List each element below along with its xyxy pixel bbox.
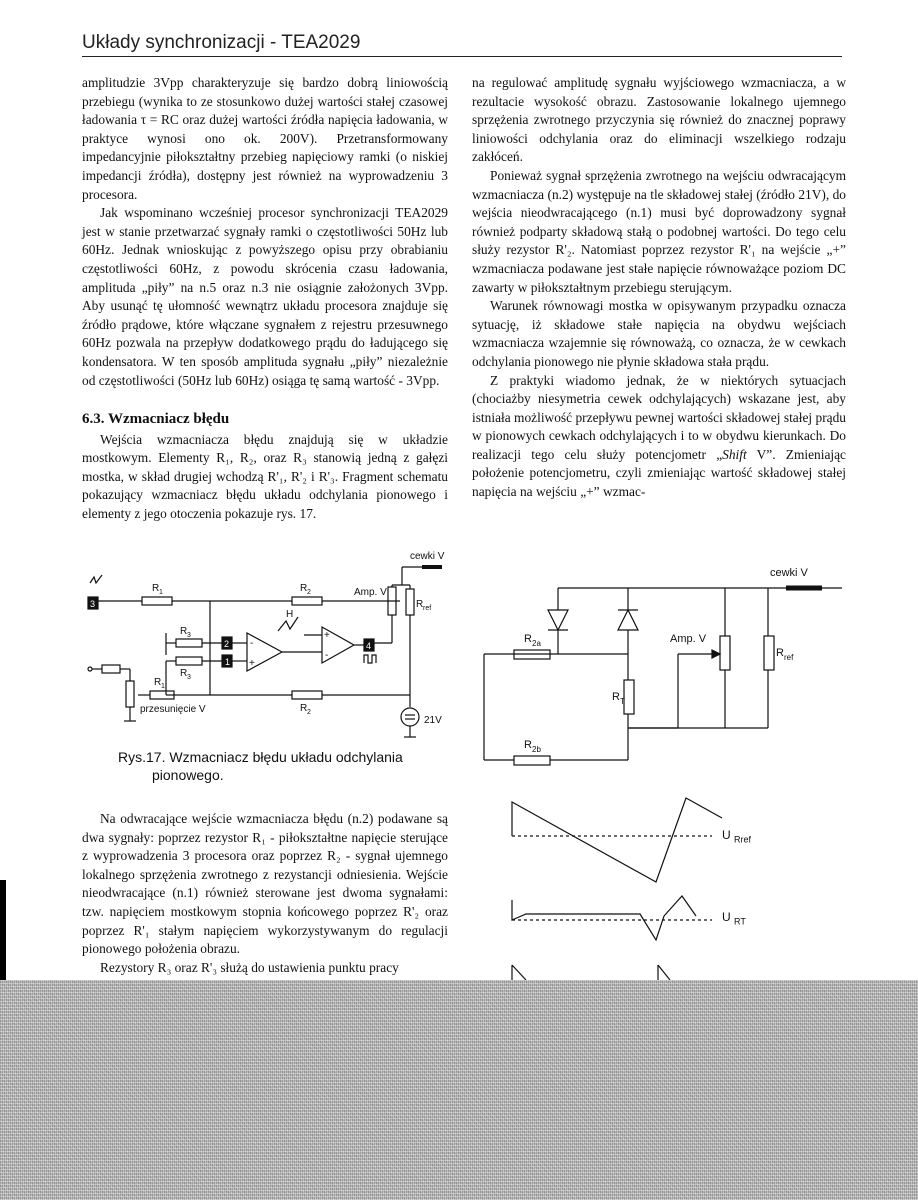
- r2p-sub: 2: [307, 709, 311, 716]
- waveform-u-rref: [512, 798, 722, 882]
- paragraph: Ponieważ sygnał sprzężenia zwrotnego na wejściu odwracającym wzmacniacza (n.2) występuje na tle składowej stałej (źródło 21V), do wejścia nieodwracającego (n.1) musi być doprowadzony sygnał również podparty składową stałą o podobnej wartości. Do tego celu służy rezystor R'₂. Natomiast poprzez rezystor R'₁ na wejście „+” wzmacniacza podawane jest stałe napięcie równoważące poziom DC zawarty w piłokształtnym przebiegu sterującym.: [472, 167, 846, 295]
- text-run: V”. Zmieniając położenie potencjometru, czyli zmieniając wartość składowej stałej napięcia na wejściu „+” wzmac-: [472, 446, 846, 500]
- r1-label: R: [152, 583, 160, 594]
- scan-edge: [0, 880, 6, 980]
- r2a-sub: 2a: [532, 639, 541, 648]
- r2p-label: R: [300, 703, 308, 714]
- scan-noise-band: [0, 980, 918, 1200]
- r2-label: R: [300, 583, 308, 594]
- u-rt-label: [722, 910, 746, 926]
- r2b-label: R: [524, 739, 532, 751]
- right-column: [472, 74, 846, 502]
- diode: [548, 610, 568, 630]
- resistor-r1: [142, 597, 172, 605]
- pin-3-label: 3: [90, 599, 96, 609]
- amp-label: Amp. V: [354, 587, 387, 598]
- r1-sub: 1: [159, 589, 163, 596]
- amp-v-box: [720, 636, 730, 670]
- rref-sub: ref: [423, 605, 432, 612]
- r3p-sub: 3: [187, 674, 191, 681]
- potentiometer-shift: [126, 681, 134, 707]
- diode: [618, 610, 638, 630]
- paragraph: Jak wspominano wcześniej procesor synchronizacji TEA2029 jest w stanie przetwarzać sygnały ramki o częstotliwości 50Hz lub 60Hz. Jednak wnioskując z powyższego opisu przy obrabianiu częstotliwości 60Hz, z powodu skrócenia czasu ładowania, amplituda „piły” na n.5 oraz n.3 nie osiągnie założonych 3Vpp. Aby usunąć tę ułomność wewnątrz układu procesora znajduje się źródło prądowe, które włączane sygnałem z rejestru przesuwnego 60Hz pozwala na przepływ dodatkowego prądu do ładującego się kondensatora. W ten sposób amplituda sygnału „piły” niezależnie od częstotliwości (50Hz lub 60Hz) osiąga tę samą wartość - 3Vpp.: [82, 205, 448, 388]
- plus-sign: +: [249, 658, 255, 669]
- section-heading: 6.3. Wzmacniacz błędu: [82, 411, 230, 428]
- waveform-partial: [658, 965, 670, 980]
- rt-sub: T: [620, 697, 625, 706]
- paragraph: Rezystory R₃ oraz R'₃ służą do ustawienia punktu pracy: [100, 959, 399, 975]
- r3-sub: 3: [187, 632, 191, 639]
- resistor-rref: [764, 636, 774, 670]
- pin-4-label: 4: [366, 641, 372, 651]
- caption-line: pionowego.: [152, 767, 224, 783]
- amp-label: Amp. V: [670, 633, 707, 645]
- paragraph: Warunek równowagi mostka w opisywanym przypadku oznacza sytuację, iż składowe stałe napięcia na obydwu wejściach wzmacniacza wzajemnie się równoważą, co oznacza, że w cewkach odchylania pionowego nie płynie składowa stała prądu.: [472, 298, 846, 369]
- resistor-r2b: [514, 756, 550, 765]
- minus-sign: -: [325, 650, 329, 661]
- resistor-input: [102, 665, 120, 673]
- label-sub: RT: [734, 916, 746, 927]
- r1p-sub: 1: [161, 683, 165, 690]
- pin-2-label: 2: [224, 639, 230, 649]
- u-rref-label: [722, 828, 751, 844]
- voltage-source-21v: [401, 708, 419, 726]
- paragraph: amplitudzie 3Vpp charakteryzuje się bardzo dobrą liniowością przebiegu (wynika to ze stosunkowo dużej wartości stałej czasowej ładowania τ = RC oraz dużej wartości źródła napięcia ładowania, w praktyce wynosi ono ok. 200V). Przetransformowany impedancyjnie piłokształtny przebieg napięciowy ramki (o niskiej impedancji źródła), dostępny jest również na wyprowadzeniu 3 procesora.: [82, 75, 448, 202]
- cewki-label: cewki V: [770, 567, 808, 579]
- caption-line: Rys.17. Wzmacniacz błędu układu odchylania: [118, 749, 403, 765]
- resistor-r3-prime: [176, 657, 202, 665]
- waveform-diagram: [500, 790, 770, 980]
- r2a-label: R: [524, 633, 532, 645]
- figure-17-caption: [118, 748, 438, 784]
- bottom-left-text: [82, 810, 448, 977]
- label-text: U: [722, 910, 731, 924]
- paragraph: Na odwracające wejście wzmacniacza błędu (n.2) podawane są dwa sygnały: poprzez rezystor R₁ - piłokształtne napięcie sterujące z wyprowadzenia 3 procesora oraz poprzez R₂ - sygnał ujemnego lokalnego sprzężenia zwrotnego z rezystancji odniesienia. Wejście nieodwracające (n.1) również sterowane jest dwoma sygnałami: tzw. napięciem mostkowym stopnia końcowego poprzez R'₂ oraz poprzez R'₁ stałym napięciem wykorzystywanym do regulacji pionowego położenia obrazu.: [82, 811, 448, 957]
- minus-sign: -: [250, 638, 254, 649]
- label-text: U: [722, 828, 731, 842]
- resistor-r3: [176, 639, 202, 647]
- resistor-rref: [406, 589, 414, 615]
- text-run: Z praktyki wiadomo jednak, że w niektórych sytuacjach (chociażby niesymetria cewek odchylających) wskazane jest, aby istniała możliwość przepływu pewnej wartości składowej stałej prądu w pionowych cewkach odchylających i to w obydwu kierunkach. Do realizacji tego celu służy potencjometr „: [472, 372, 846, 462]
- plus-sign: +: [324, 630, 330, 641]
- pin-1-label: 1: [225, 657, 231, 667]
- r2b-sub: 2b: [532, 745, 541, 754]
- waveform-partial: [512, 965, 526, 980]
- resistor-r2: [292, 597, 322, 605]
- label-sub: Rref: [734, 834, 752, 845]
- rref-label: R: [776, 647, 784, 659]
- resistor-rt: [624, 680, 634, 714]
- rref-sub: ref: [784, 653, 794, 662]
- rref-label: R: [416, 599, 424, 610]
- r1p-label: R: [154, 677, 162, 688]
- page-header: [82, 30, 842, 57]
- r3-label: R: [180, 626, 188, 637]
- shift-label: przesunięcie V: [140, 704, 206, 715]
- left-column: [82, 74, 448, 524]
- waveform-u-rt: [512, 896, 696, 940]
- page-title: Układy synchronizacji - TEA2029: [82, 32, 361, 53]
- paragraph: [472, 372, 846, 502]
- h-label: H: [286, 609, 294, 620]
- figure-17-schematic: [82, 545, 452, 745]
- resistor-r2-prime: [292, 691, 322, 699]
- r3p-label: R: [180, 668, 188, 679]
- 21v-label: 21V: [424, 715, 442, 726]
- paragraph: na regulować amplitudę sygnału wyjściowego wzmacniacza, a w rezultacie wysokość obrazu. Zastosowanie lokalnego ujemnego sprzężenia zwrotnego przyczynia się również do znacznej poprawy liniowości odchylania oraz do eliminacji wszelkiego rodzaju zakłóceń.: [472, 75, 846, 165]
- paragraph: Wejścia wzmacniacza błędu znajdują się w układzie mostkowym. Elementy R₁, R₂, oraz R₃ stanowią jedną z gałęzi mostka, w skład drugiej wchodzą R'₁, R'₂ i R'₃. Fragment schematu pokazujący wzmacniacz błędu układu odchylania pionowego i elementy z jego otoczenia pokazuje rys. 17.: [82, 431, 448, 522]
- bridge-schematic: [478, 560, 858, 780]
- text-run: Shift: [722, 446, 747, 462]
- cewki-label: cewki V: [410, 551, 445, 562]
- rt-label: R: [612, 691, 620, 703]
- r2-sub: 2: [307, 589, 311, 596]
